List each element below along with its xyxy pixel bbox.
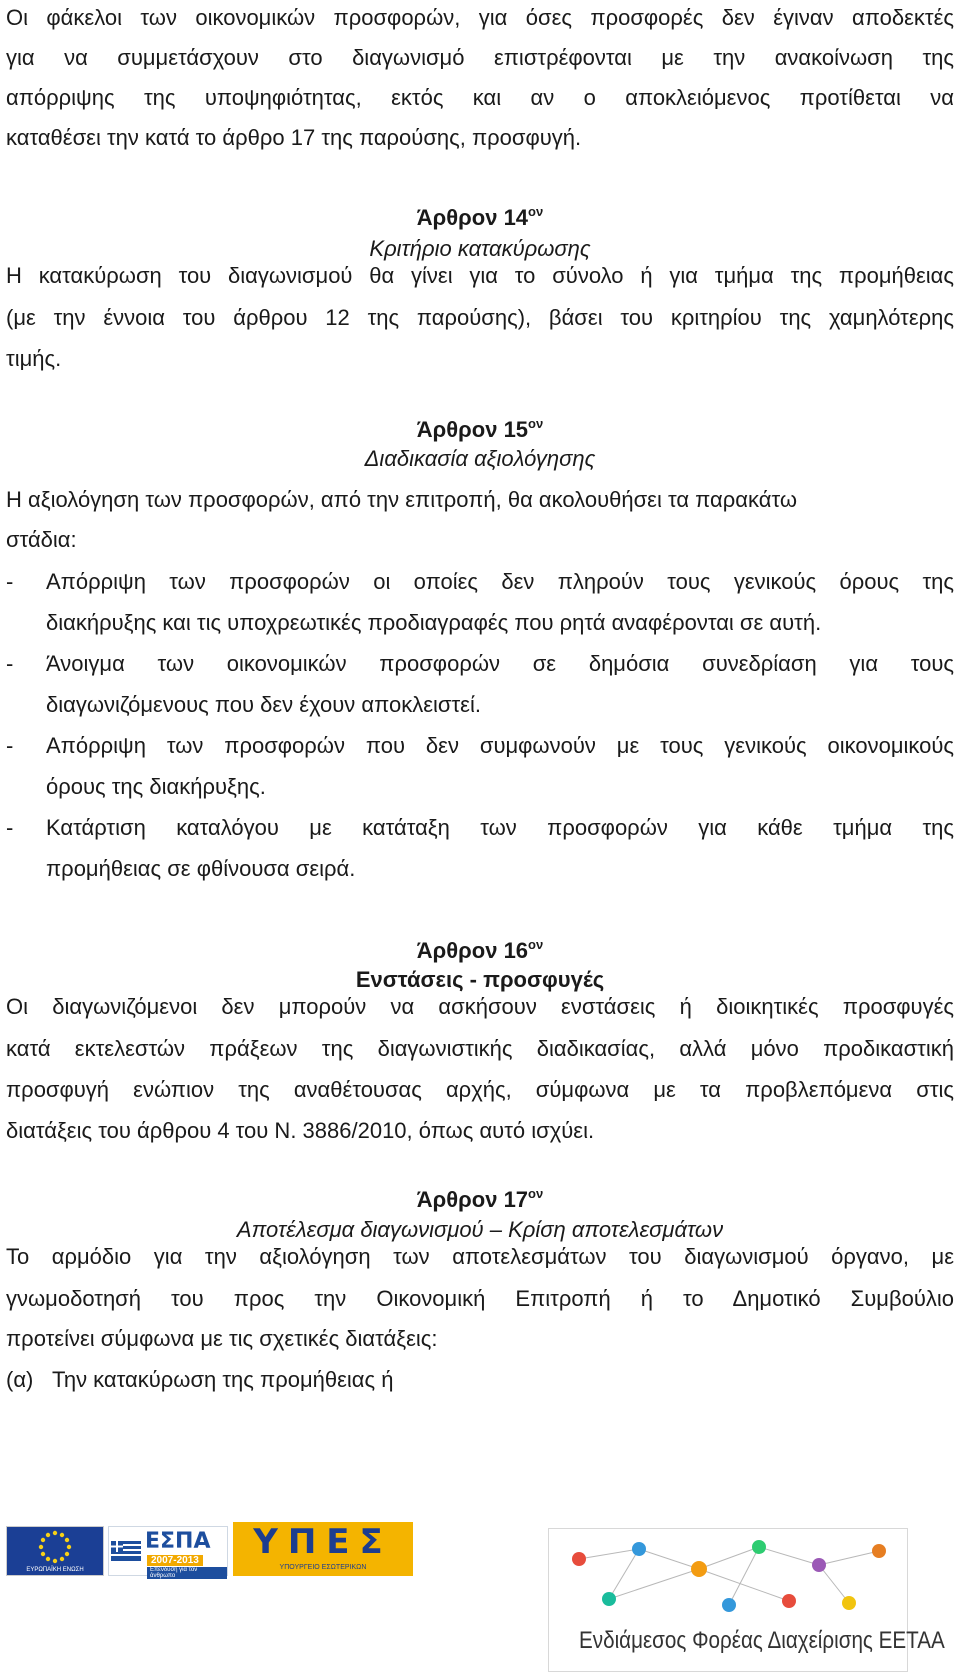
intro-line-3: απόρριψης της υποψηφιότητας, εκτός και αν ο αποκλειόμενος προτίθεται να [6, 85, 954, 110]
article-14-line-3: τιμής. [6, 346, 62, 371]
list-item-line-1: Άνοιγμα των οικονομικών προσφορών σε δημόσια συνεδρίαση για τους [46, 651, 954, 676]
article-14-line-1: Η κατακύρωση του διαγωνισμού θα γίνει για το σύνολο ή για τμήμα της προμήθειας [6, 263, 954, 288]
ypes-subtitle: ΥΠΟΥΡΓΕΙΟ ΕΣΩΤΕΡΙΚΩΝ [279, 1564, 367, 1571]
article-14-heading-sup: ον [528, 204, 544, 219]
article-16-line-1: Οι διαγωνιζόμενοι δεν μπορούν να ασκήσουν ενστάσεις ή διοικητικές προσφυγές [6, 994, 954, 1019]
article-16-line-3: προσφυγή ενώπιον της αναθέτουσας αρχής, σύμφωνα με τα προβλεπόμενα στις [6, 1077, 954, 1102]
list-item-text: Την κατακύρωση της προμήθειας ή [52, 1367, 394, 1392]
article-16-subtitle: Ενστάσεις - προσφυγές [355, 967, 605, 992]
list-item [6, 560, 954, 650]
article-15-subtitle: Διαδικασία αξιολόγησης [364, 446, 596, 471]
article-17-heading-sup: ον [528, 1186, 544, 1201]
article-15-line-2: στάδια: [6, 527, 77, 552]
list-item-line-1: Απόρριψη των προσφορών οι οποίες δεν πληρούν τους γενικούς όρους της [46, 569, 954, 594]
article-15-heading-sup: ον [528, 416, 544, 431]
intro-line-4: καταθέσει την κατά το άρθρο 17 της παρούσης, προσφυγή. [6, 125, 582, 150]
list-label: (α) [6, 1367, 34, 1392]
ypes-logo [233, 1522, 413, 1576]
list-dash: - [6, 651, 14, 676]
intro-line-1: Οι φάκελοι των οικονομικών προσφορών, για όσες προσφορές δεν έγιναν αποδεκτές [6, 5, 954, 30]
article-14-subtitle: Κριτήριο κατακύρωσης [369, 236, 591, 261]
list-item-line-1: Κατάρτιση καταλόγου με κατάταξη των προσφορών για κάθε τμήμα της [46, 815, 954, 840]
greek-flag-icon [109, 1527, 143, 1575]
eu-stars-icon [7, 1527, 103, 1567]
intro-line-2: για να συμμετάσχουν στο διαγωνισμό επιστρέφονται με την ανακοίνωση της [6, 45, 954, 70]
article-16-line-4: διατάξεις του άρθρου 4 του Ν. 3886/2010, όπως αυτό ισχύει. [6, 1118, 595, 1143]
article-15-heading [0, 414, 960, 446]
article-14-heading [0, 202, 960, 234]
article-17-line-2: γνωμοδοτησή του προς την Οικονομική Επιτροπή ή το Δημοτικό Συμβούλιο [6, 1286, 954, 1311]
article-17-heading [0, 1184, 960, 1216]
article-17-heading-text: Άρθρον 17 [416, 1187, 529, 1212]
espa-title: ΕΣΠΑ [145, 1529, 211, 1554]
list-item-line-2: προμήθειας σε φθίνουσα σειρά. [46, 856, 356, 881]
people-network-icon [549, 1529, 907, 1625]
espa-years: 2007-2013 [147, 1555, 203, 1566]
espa-logo [108, 1526, 228, 1579]
list-dash: - [6, 569, 14, 594]
ypes-title: ΥΠΕΣ [253, 1522, 393, 1562]
article-14-heading-text: Άρθρον 14 [416, 205, 529, 230]
eu-flag-logo [6, 1526, 104, 1576]
eu-caption: ΕΥΡΩΠΑΪΚΗ ΕΝΩΣΗ [26, 1567, 84, 1573]
article-16-heading-sup: ον [528, 937, 544, 952]
eetaa-logo [548, 1528, 945, 1672]
article-16-heading-text: Άρθρον 16 [416, 938, 529, 963]
list-item-line-2: διακήρυξης και τις υποχρεωτικές προδιαγραφές που ρητά αναφέρονται σε αυτή. [46, 610, 822, 635]
eetaa-text: Ενδιάμεσος Φορέας Διαχείρισης ΕΕΤΑΑ [579, 1627, 945, 1654]
list-dash: - [6, 815, 14, 840]
article-15-heading-text: Άρθρον 15 [416, 417, 529, 442]
espa-subtitle: Επένδυση για τον άνθρωπο [147, 1567, 227, 1579]
list-item [6, 642, 954, 732]
list-item-line-2: διαγωνιζόμενους που δεν έχουν αποκλειστεί. [46, 692, 481, 717]
article-17-line-1: Το αρμόδιο για την αξιολόγηση των αποτελεσμάτων του διαγωνισμού όργανο, με [6, 1244, 954, 1269]
list-item [6, 1358, 954, 1402]
article-16-heading [0, 935, 960, 967]
article-14-line-2: (με την έννοια του άρθρου 12 της παρούσης), βάσει του κριτηρίου της χαμηλότερης [6, 305, 954, 330]
list-dash: - [6, 733, 14, 758]
article-17-line-3: προτείνει σύμφωνα με τις σχετικές διατάξεις: [6, 1326, 438, 1351]
article-16-line-2: κατά εκτελεστών πράξεων της διαγωνιστικής διαδικασίας, αλλά μόνο προδικαστική [6, 1036, 954, 1061]
list-item-line-2: όρους της διακήρυξης. [46, 774, 266, 799]
article-17-subtitle: Αποτέλεσμα διαγωνισμού – Κρίση αποτελεσμάτων [236, 1217, 724, 1242]
list-item [6, 724, 954, 814]
list-item-line-1: Απόρριψη των προσφορών που δεν συμφωνούν με τους γενικούς οικονομικούς [46, 733, 954, 758]
article-15-line-1: Η αξιολόγηση των προσφορών, από την επιτροπή, θα ακολουθήσει τα παρακάτω [6, 487, 798, 512]
list-item [6, 806, 954, 896]
